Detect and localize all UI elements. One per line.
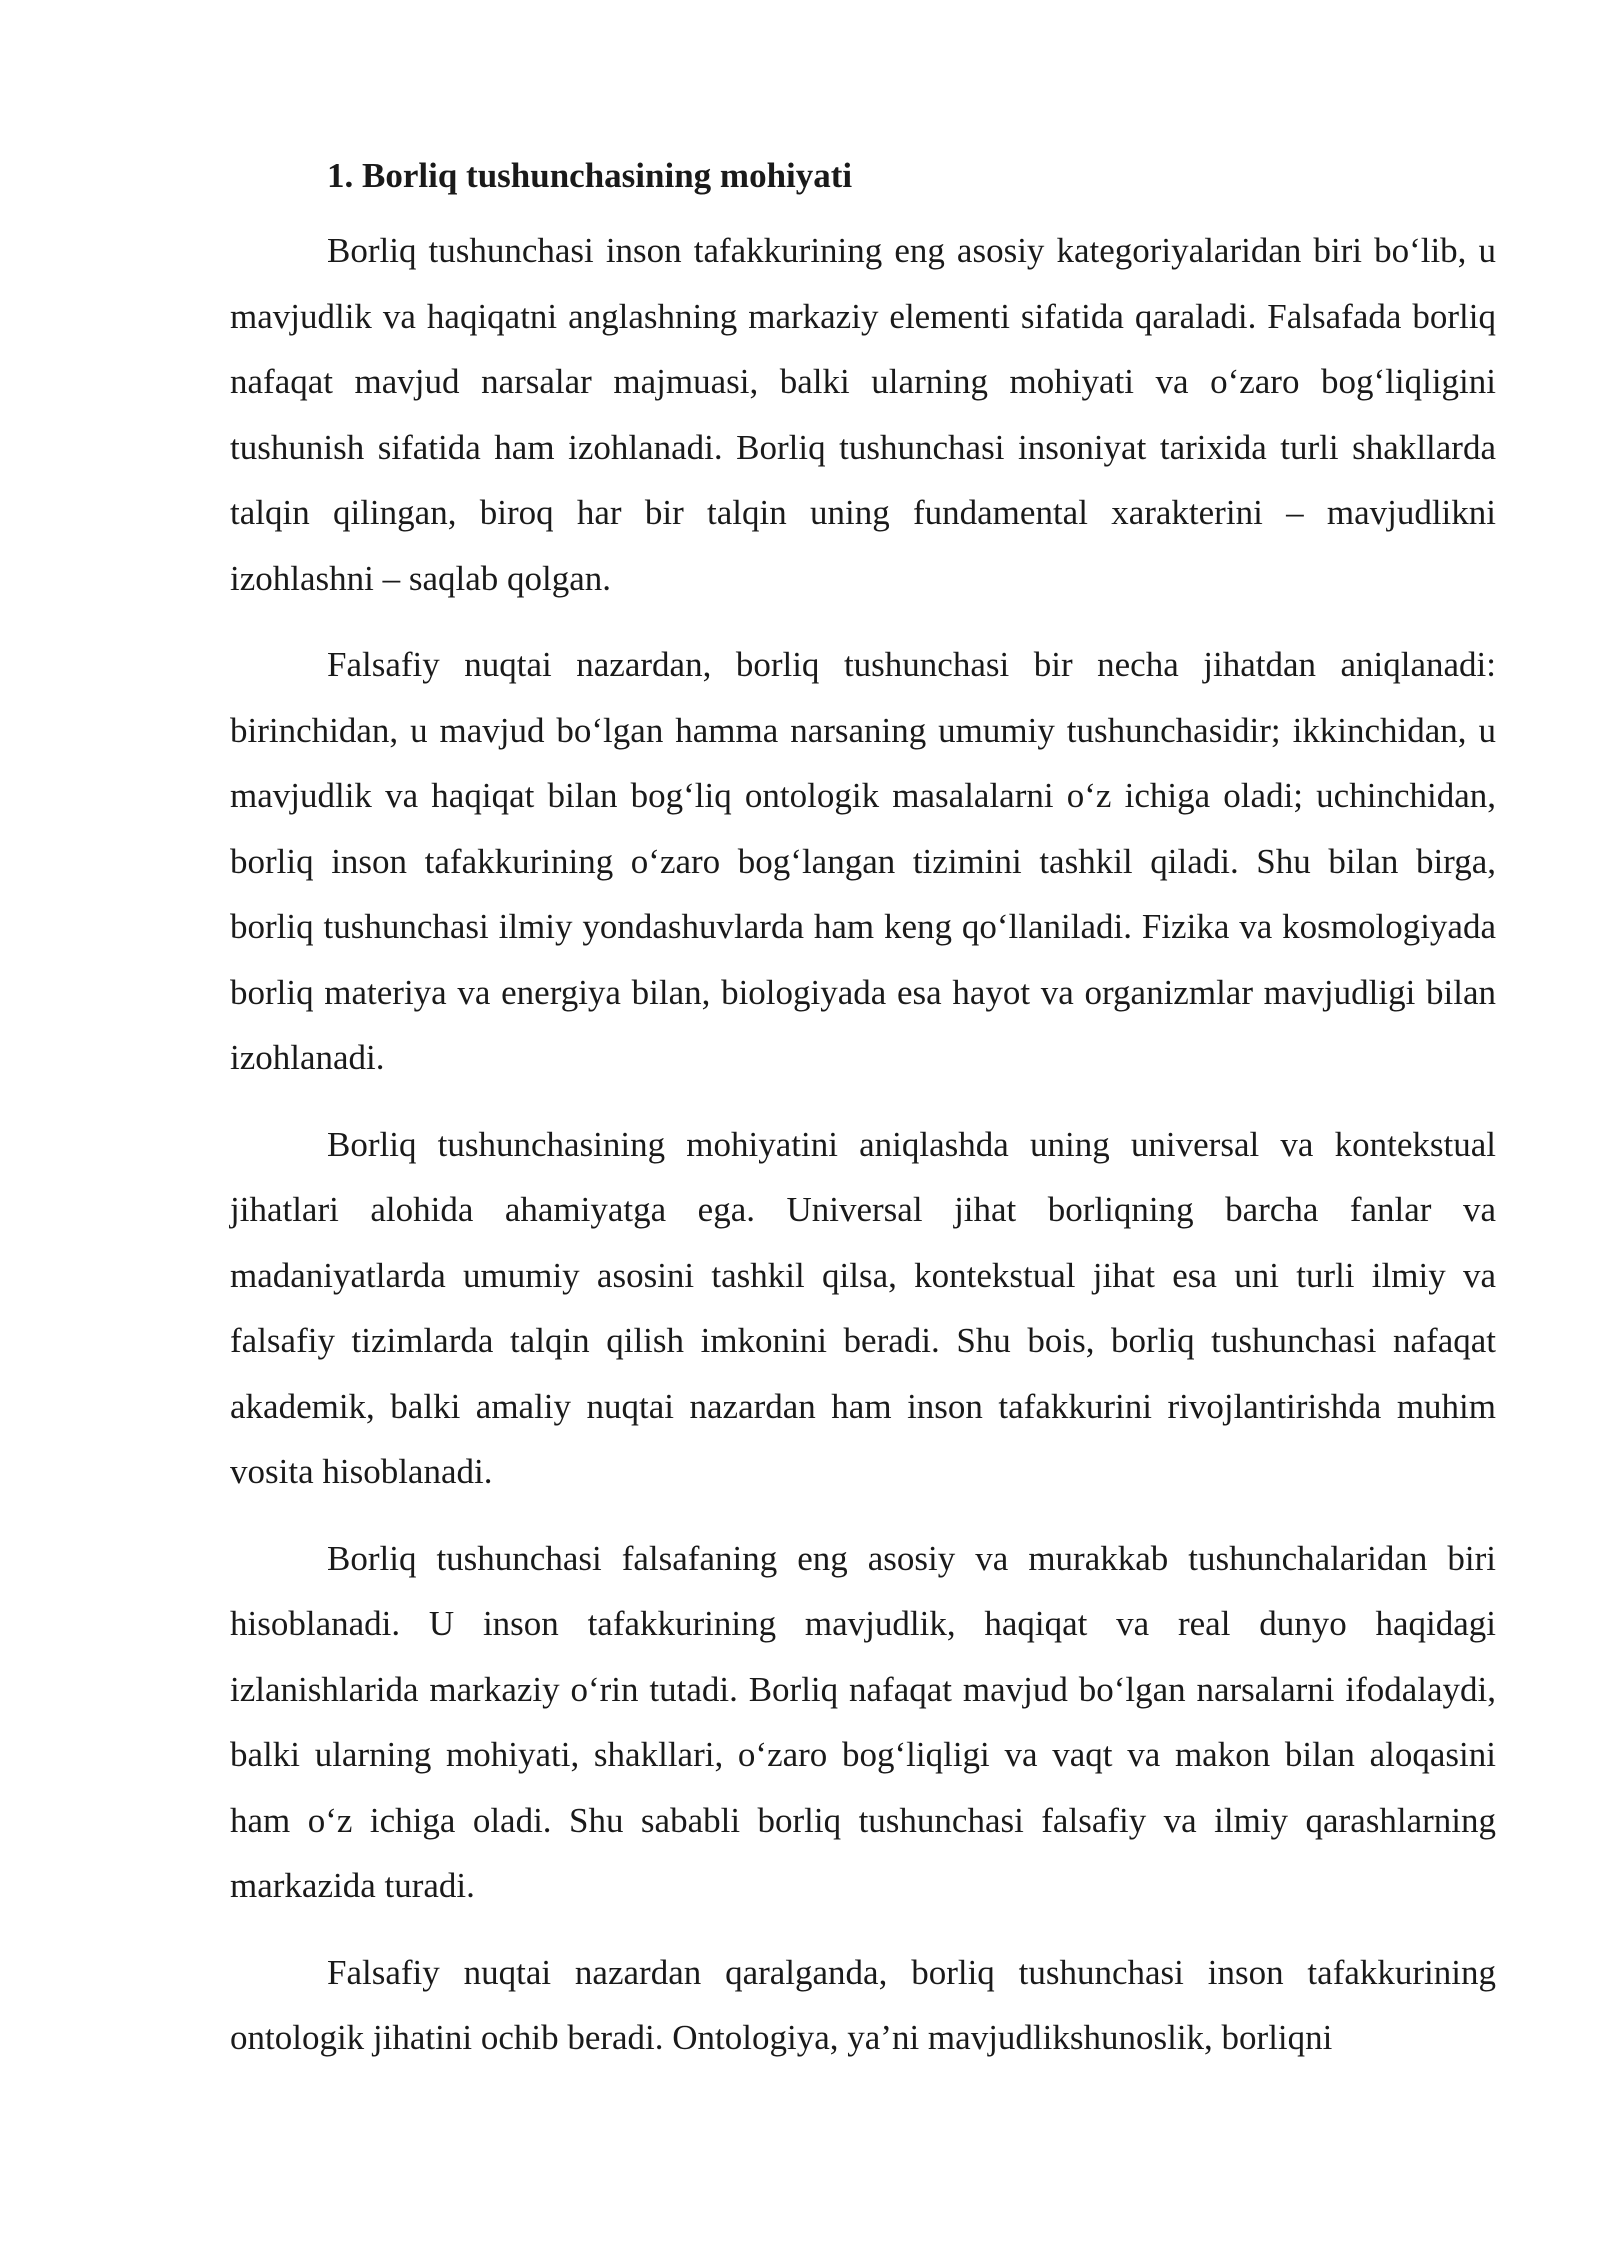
section-heading: 1. Borliq tushunchasining mohiyati bbox=[327, 156, 853, 195]
document-body bbox=[230, 150, 1496, 2071]
paragraph-4: Borliq tushunchasi falsafaning eng asosiy va murakkab tushunchalaridan biri hisoblanadi. U inson tafakkurining mavjudlik, haqiqat va real dunyo haqidagi izlanishlarida markaziy o‘rin tutadi. Borliq nafaqat mavjud bo‘lgan narsalarni ifodalaydi, balki ularning mohiyati, shakllari, o‘zaro bog‘liqligi va vaqt va makon bilan aloqasini ham o‘z ichiga oladi. Shu sababli borliq tushunchasi falsafiy va ilmiy qarashlarning markazida turadi. bbox=[230, 1538, 1496, 1905]
paragraph-1: Borliq tushunchasi inson tafakkurining eng asosiy kategoriyalaridan biri bo‘lib, u mavjudlik va haqiqatni anglashning markaziy elementi sifatida qaraladi. Falsafada borliq nafaqat mavjud narsalar majmuasi, balki ularning mohiyati va o‘zaro bog‘liqligini tushunish sifatida ham izohlanadi. Borliq tushunchasi insoniyat tarixida turli shakllarda talqin qilingan, biroq har bir talqin uning fundamental xarakterini – mavjudlikni izohlashni – saqlab qolgan. bbox=[230, 231, 1496, 598]
paragraph-2: Falsafiy nuqtai nazardan, borliq tushunchasi bir necha jihatdan aniqlanadi: birinchidan, u mavjud bo‘lgan hamma narsaning umumiy tushunchasidir; ikkinchidan, u mavjudlik va haqiqat bilan bog‘liq ontologik masalalarni o‘z ichiga oladi; uchinchidan, borliq inson tafakkurining o‘zaro bog‘langan tizimini tashkil qiladi. Shu bilan birga, borliq tushunchasi ilmiy yondashuvlarda ham keng qo‘llaniladi. Fizika va kosmologiyada borliq materiya va energiya bilan, biologiyada esa hayot va organizmlar mavjudligi bilan izohlanadi. bbox=[230, 645, 1496, 1077]
paragraph-5: Falsafiy nuqtai nazardan qaralganda, borliq tushunchasi inson tafakkurining ontologik jihatini ochib beradi. Ontologiya, ya’ni mavjudlikshunoslik, borliqni bbox=[230, 1952, 1496, 2057]
paragraph-3: Borliq tushunchasining mohiyatini aniqlashda uning universal va kontekstual jihatlari alohida ahamiyatga ega. Universal jihat borliqning barcha fanlar va madaniyatlarda umumiy asosini tashkil qilsa, kontekstual jihat esa uni turli ilmiy va falsafiy tizimlarda talqin qilish imkonini beradi. Shu bois, borliq tushunchasi nafaqat akademik, balki amaliy nuqtai nazardan ham inson tafakkurini rivojlantirishda muhim vosita hisoblanadi. bbox=[230, 1124, 1496, 1491]
